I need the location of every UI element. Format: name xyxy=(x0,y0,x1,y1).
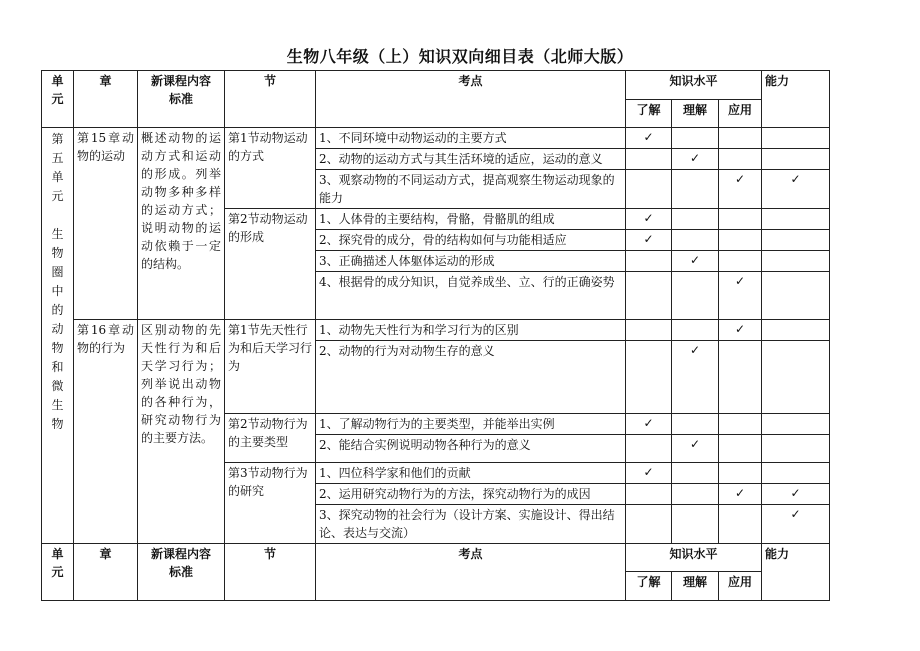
section-name: 第1节动物运动的方式 xyxy=(225,128,316,209)
unit-char: 五 xyxy=(51,151,64,165)
check-mark xyxy=(672,505,719,544)
point-text: 2、能结合实例说明动物各种行为的意义 xyxy=(316,435,626,463)
point-text: 3、观察动物的不同运动方式，提高观察生物运动现象的能力 xyxy=(316,170,626,209)
check-mark xyxy=(672,272,719,320)
check-mark: ✓ xyxy=(626,414,672,435)
chapter-name: 第16章动物的行为 xyxy=(74,320,138,544)
check-mark xyxy=(626,320,672,341)
check-mark xyxy=(762,209,830,230)
check-mark xyxy=(626,435,672,463)
unit-header xyxy=(42,71,74,128)
page-title: 生物八年级（上）知识双向细目表（北师大版） xyxy=(286,47,634,66)
check-mark xyxy=(719,505,762,544)
check-mark xyxy=(626,341,672,414)
unit-char: 物 xyxy=(51,341,64,355)
check-mark xyxy=(672,128,719,149)
chapter-standard: 概述动物的运动方式和运动的形成。列举动物多种多样的运动方式；说明动物的运动依赖于一定的结构。 xyxy=(138,128,225,320)
point-text: 1、人体骨的主要结构，骨骼，骨骼肌的组成 xyxy=(316,209,626,230)
section-name: 第3节动物行为的研究 xyxy=(225,463,316,544)
check-mark xyxy=(719,341,762,414)
unit-char: 微 xyxy=(51,379,64,393)
check-mark xyxy=(762,230,830,251)
point-text: 3、探究动物的社会行为（设计方案、实施设计、得出结论、表达与交流） xyxy=(316,505,626,544)
level-comprehend-header: 理解 xyxy=(672,572,719,601)
unit-header-line: 单 xyxy=(51,74,64,88)
level-header: 知识水平 xyxy=(626,71,762,100)
unit-spacer xyxy=(44,206,71,225)
check-mark: ✓ xyxy=(626,209,672,230)
check-mark xyxy=(672,484,719,505)
level-header: 知识水平 xyxy=(626,544,762,572)
section-name: 第1节先天性行为和后天学习行为 xyxy=(225,320,316,414)
check-mark xyxy=(719,209,762,230)
check-mark xyxy=(719,414,762,435)
check-mark xyxy=(762,435,830,463)
unit-cell xyxy=(42,128,74,544)
check-mark xyxy=(719,463,762,484)
unit-char: 单 xyxy=(51,170,64,184)
check-mark xyxy=(626,505,672,544)
check-mark xyxy=(719,128,762,149)
check-mark: ✓ xyxy=(626,128,672,149)
point-text: 1、不同环境中动物运动的主要方式 xyxy=(316,128,626,149)
point-header: 考点 xyxy=(316,71,626,128)
unit-char: 元 xyxy=(51,189,64,203)
check-mark xyxy=(626,251,672,272)
knowledge-table xyxy=(41,70,830,601)
check-mark xyxy=(626,149,672,170)
point-text: 2、动物的行为对动物生存的意义 xyxy=(316,341,626,414)
check-mark xyxy=(672,170,719,209)
level-comprehend-header: 理解 xyxy=(672,100,719,128)
check-mark xyxy=(626,272,672,320)
unit-char: 第 xyxy=(51,132,64,146)
check-mark xyxy=(626,484,672,505)
unit-char: 中 xyxy=(51,284,64,298)
level-apply-header: 应用 xyxy=(719,572,762,601)
chapter-name: 第15章动物的运动 xyxy=(74,128,138,320)
unit-char: 物 xyxy=(51,246,64,260)
check-mark xyxy=(719,251,762,272)
check-mark xyxy=(762,320,830,341)
check-mark xyxy=(762,149,830,170)
check-mark xyxy=(762,414,830,435)
check-mark xyxy=(762,341,830,414)
check-mark: ✓ xyxy=(719,170,762,209)
standard-header-line: 新课程内容 xyxy=(150,547,211,561)
check-mark xyxy=(672,463,719,484)
check-mark: ✓ xyxy=(719,484,762,505)
check-mark: ✓ xyxy=(762,484,830,505)
point-header: 考点 xyxy=(316,544,626,601)
check-mark xyxy=(672,209,719,230)
ability-header: 能力 xyxy=(762,71,830,128)
unit-header-line: 单 xyxy=(51,547,64,561)
chapter-header: 章 xyxy=(74,71,138,128)
check-mark: ✓ xyxy=(762,170,830,209)
check-mark xyxy=(719,230,762,251)
level-understand-header: 了解 xyxy=(626,100,672,128)
check-mark: ✓ xyxy=(719,320,762,341)
check-mark xyxy=(672,414,719,435)
chapter-standard: 区别动物的先天性行为和后天学习行为；列举说出动物的各种行为，研究动物行为的主要方法。 xyxy=(138,320,225,544)
chapter-header: 章 xyxy=(74,544,138,601)
check-mark: ✓ xyxy=(626,230,672,251)
detail-table-sheet xyxy=(41,70,829,602)
standard-header xyxy=(138,71,225,128)
unit-header-line: 元 xyxy=(51,565,64,579)
check-mark xyxy=(719,149,762,170)
check-mark xyxy=(719,435,762,463)
point-text: 3、正确描述人体躯体运动的形成 xyxy=(316,251,626,272)
unit-char: 生 xyxy=(51,227,64,241)
unit-char: 物 xyxy=(51,417,64,431)
check-mark: ✓ xyxy=(719,272,762,320)
check-mark: ✓ xyxy=(762,505,830,544)
check-mark: ✓ xyxy=(672,341,719,414)
check-mark xyxy=(626,170,672,209)
check-mark: ✓ xyxy=(672,435,719,463)
unit-char: 圈 xyxy=(51,265,64,279)
unit-header xyxy=(42,544,74,601)
check-mark xyxy=(762,272,830,320)
standard-header-line: 新课程内容 xyxy=(150,74,211,88)
check-mark xyxy=(762,251,830,272)
level-apply-header: 应用 xyxy=(719,100,762,128)
standard-header-line: 标准 xyxy=(168,92,193,106)
point-text: 1、四位科学家和他们的贡献 xyxy=(316,463,626,484)
check-mark xyxy=(672,320,719,341)
unit-char: 和 xyxy=(51,360,64,374)
section-header: 节 xyxy=(225,71,316,128)
unit-char: 生 xyxy=(51,398,64,412)
check-mark: ✓ xyxy=(672,149,719,170)
point-text: 2、探究骨的成分，骨的结构如何与功能相适应 xyxy=(316,230,626,251)
point-text: 4、根据骨的成分知识，自觉养成坐、立、行的正确姿势 xyxy=(316,272,626,320)
check-mark xyxy=(762,463,830,484)
point-text: 1、了解动物行为的主要类型，并能举出实例 xyxy=(316,414,626,435)
check-mark xyxy=(762,128,830,149)
ability-header: 能力 xyxy=(762,544,830,601)
point-text: 1、动物先天性行为和学习行为的区别 xyxy=(316,320,626,341)
check-mark: ✓ xyxy=(672,251,719,272)
unit-char: 动 xyxy=(51,322,64,336)
point-text: 2、运用研究动物行为的方法，探究动物行为的成因 xyxy=(316,484,626,505)
unit-char: 的 xyxy=(51,303,64,317)
section-name: 第2节动物行为的主要类型 xyxy=(225,414,316,463)
level-understand-header: 了解 xyxy=(626,572,672,601)
check-mark: ✓ xyxy=(626,463,672,484)
point-text: 2、动物的运动方式与其生活环境的适应，运动的意义 xyxy=(316,149,626,170)
unit-header-line: 元 xyxy=(51,92,64,106)
check-mark xyxy=(672,230,719,251)
standard-header xyxy=(138,544,225,601)
standard-header-line: 标准 xyxy=(168,565,193,579)
section-header: 节 xyxy=(225,544,316,601)
section-name: 第2节动物运动的形成 xyxy=(225,209,316,320)
